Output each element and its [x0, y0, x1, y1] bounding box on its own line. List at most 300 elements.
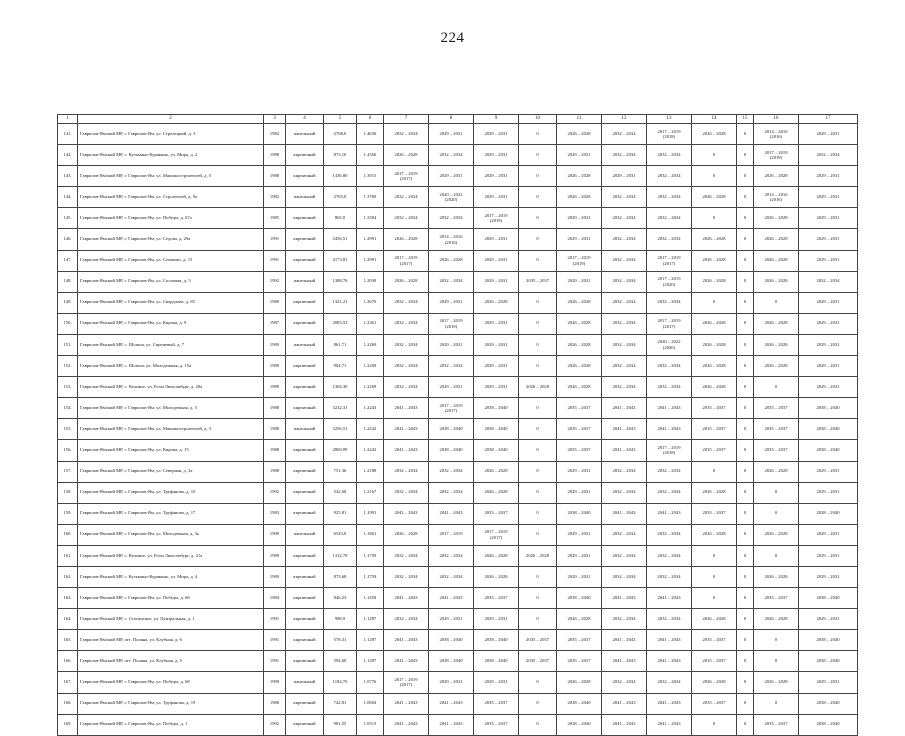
table-cell: 1.2361	[357, 313, 384, 334]
table-cell: 2026 – 2028	[754, 566, 799, 587]
table-cell: 2029 – 2031	[602, 166, 647, 187]
table-cell: 2026 – 2028	[754, 334, 799, 355]
table-cell: 2029 – 2031	[474, 672, 519, 693]
table-cell: 1991	[264, 250, 286, 271]
table-cell: 542,68	[324, 482, 357, 503]
table-cell: 0	[737, 672, 754, 693]
table-row	[58, 503, 858, 524]
table-cell: 0	[519, 461, 557, 482]
table-cell: 2768,0	[324, 124, 357, 145]
table-row	[58, 187, 858, 208]
table-cell: панельный	[286, 271, 324, 292]
table-cell: 0	[737, 693, 754, 714]
table-cell: 2029 – 2031	[557, 524, 602, 545]
table-cell: 1984	[264, 588, 286, 609]
table-cell: 2026 – 2028	[384, 524, 429, 545]
table-cell: 0	[692, 545, 737, 566]
table-cell: 2026 – 2028	[754, 229, 799, 250]
table-cell: 2041 – 2043	[384, 588, 429, 609]
table-row	[58, 588, 858, 609]
table-cell: 2026 – 2028	[557, 377, 602, 398]
table-cell: 4173,81	[324, 250, 357, 271]
table-cell: 2026 – 2028	[474, 566, 519, 587]
table-cell: 2029 – 2031	[474, 166, 519, 187]
table-cell: 2032 – 2034	[384, 356, 429, 377]
row-number-cell: 151.	[58, 334, 78, 355]
table-cell: 0	[737, 461, 754, 482]
table-cell: 2035 – 2037	[754, 588, 799, 609]
table-cell: 0	[754, 693, 799, 714]
table-cell: 0	[519, 693, 557, 714]
table-cell: 1982	[264, 187, 286, 208]
table-cell: 2041 – 2043	[647, 651, 692, 672]
table-cell: 2029 – 2031	[799, 482, 858, 503]
row-number-cell: 160.	[58, 524, 78, 545]
table-cell: 2026 – 2028	[557, 292, 602, 313]
table-cell: 0	[737, 250, 754, 271]
table-cell: кирпичный	[286, 292, 324, 313]
address-cell: Гаврилов-Ямский МР, г. Гаврилов-Ям, ул. Победы, д. 66	[78, 588, 264, 609]
table-cell: 2032 – 2034	[429, 566, 474, 587]
table-cell: 2029 – 2031	[557, 271, 602, 292]
table-cell: 2026 – 2028	[557, 124, 602, 145]
address-cell: Гаврилов-Ямский МР, пгт. Поляна, ул. Клубная, д. 6	[78, 630, 264, 651]
row-number-cell: 161.	[58, 545, 78, 566]
table-cell: 1.4356	[357, 145, 384, 166]
table-cell: 578,31	[324, 630, 357, 651]
table-cell: 1388,76	[324, 271, 357, 292]
table-cell: панельный	[286, 524, 324, 545]
table-row	[58, 166, 858, 187]
table-cell: 1989	[264, 566, 286, 587]
table-cell: 0	[519, 229, 557, 250]
column-number-header: 17	[799, 115, 858, 124]
table-cell: 0	[519, 313, 557, 334]
table-cell: 0	[754, 482, 799, 503]
address-cell: Гаврилов-Ямский МР, г. Гаврилов-Ям, ул. Молодежная, д. 3	[78, 398, 264, 419]
table-cell: 2029 – 2031	[557, 461, 602, 482]
table-cell: 2032 – 2034	[429, 271, 474, 292]
table-cell: 2032 – 2034	[647, 482, 692, 503]
table-cell: 0	[754, 651, 799, 672]
address-cell: Гаврилов-Ямский МР, г. Гаврилов-Ям, ул. Седова, д. 29а	[78, 229, 264, 250]
table-cell: 2029 – 2031	[557, 545, 602, 566]
table-cell: 0	[737, 187, 754, 208]
row-number-cell: 156.	[58, 440, 78, 461]
table-cell: 2026 – 2028	[692, 250, 737, 271]
address-cell: Гаврилов-Ямский МР, г. Гаврилов-Ям, ул. Труфанова, д. 10	[78, 482, 264, 503]
table-cell: 1992	[264, 482, 286, 503]
table-cell: 2038 – 2040	[799, 419, 858, 440]
column-number-header: 8	[429, 115, 474, 124]
table-cell: 2032 – 2034	[647, 461, 692, 482]
table-cell: 2041 – 2043	[647, 714, 692, 735]
table-cell: 2029 – 2031	[474, 609, 519, 630]
table-cell: 0	[519, 503, 557, 524]
table-cell: 2014 – 2016 (2016)	[754, 187, 799, 208]
column-number-header: 5	[324, 115, 357, 124]
address-cell: Гаврилов-Ямский МР, г. Гаврилов-Ям, ул. Молодежная, д. 3а	[78, 524, 264, 545]
table-cell: 2029 – 2031	[474, 334, 519, 355]
table-cell: 2026 – 2028	[692, 609, 737, 630]
table-cell: 2029 – 2031	[799, 545, 858, 566]
table-cell: 2035 – 2037	[692, 398, 737, 419]
table-cell: 1989	[264, 545, 286, 566]
table-cell: 0	[737, 630, 754, 651]
table-row	[58, 693, 858, 714]
table-cell: 2765,0	[324, 187, 357, 208]
address-cell: Гаврилов-Ямский МР, г. Гаврилов-Ям, ул. Семашко, д. 15	[78, 250, 264, 271]
table-cell: 1.2269	[357, 356, 384, 377]
row-number-cell: 165.	[58, 630, 78, 651]
table-cell: 2038 – 2040	[799, 503, 858, 524]
table-cell: кирпичный	[286, 630, 324, 651]
table-cell: 2041 – 2043	[647, 588, 692, 609]
table-cell: 2032 – 2034	[647, 672, 692, 693]
table-cell: 2026 – 2028	[692, 482, 737, 503]
table-cell: 2029 – 2031	[799, 334, 858, 355]
table-cell: 1.2242	[357, 440, 384, 461]
table-cell: 2041 – 2043	[429, 693, 474, 714]
table-cell: 2041 – 2043	[602, 714, 647, 735]
table-cell: 0	[754, 545, 799, 566]
table-cell: 2035 – 2037	[474, 503, 519, 524]
table-cell: 2026 – 2028	[557, 313, 602, 334]
row-number-cell: 168.	[58, 693, 78, 714]
row-number-cell: 162.	[58, 566, 78, 587]
table-cell: 1.3915	[357, 166, 384, 187]
table-cell: 2041 – 2043	[602, 693, 647, 714]
table-row	[58, 271, 858, 292]
table-cell: 2026 – 2028	[474, 482, 519, 503]
table-cell: 0	[692, 292, 737, 313]
table-cell: 1988	[264, 166, 286, 187]
table-cell: 2032 – 2034	[384, 187, 429, 208]
address-cell: Гаврилов-Ямский МР, г. Гаврилов-Ям, ул. Труфанова, д. 19	[78, 693, 264, 714]
table-cell: 2032 – 2034	[647, 609, 692, 630]
table-cell: кирпичный	[286, 356, 324, 377]
address-cell: Гаврилов-Ямский МР, г. Гаврилов-Ям, ул. Победы, д. 67а	[78, 208, 264, 229]
table-cell: 1.0776	[357, 672, 384, 693]
column-number-header: 7	[384, 115, 429, 124]
table-cell: 2032 – 2034	[602, 524, 647, 545]
table-row	[58, 419, 858, 440]
table-cell: 1980	[264, 292, 286, 313]
table-cell: 2026 – 2028	[754, 524, 799, 545]
table-cell: 2026 – 2028	[754, 250, 799, 271]
table-cell: 2035 – 2037	[754, 398, 799, 419]
table-cell: 2029 – 2031	[799, 566, 858, 587]
table-cell: 2026 – 2028	[557, 187, 602, 208]
table-cell: 873,68	[324, 566, 357, 587]
table-cell: 2032 – 2034	[602, 208, 647, 229]
address-cell: Гаврилов-Ямский МР, г. Гаврилов-Ям, ул. Кирова, д. 15	[78, 440, 264, 461]
table-cell: 2029 – 2031	[557, 229, 602, 250]
row-number-cell: 141.	[58, 124, 78, 145]
table-cell: 2032 – 2034	[384, 313, 429, 334]
row-number-cell: 147.	[58, 250, 78, 271]
table-cell: 594,60	[324, 651, 357, 672]
table-cell: 2017 – 2019 (2017)	[474, 524, 519, 545]
table-cell: 2035 – 2037	[754, 714, 799, 735]
table-cell: 2026 – 2028	[557, 334, 602, 355]
row-number-cell: 153.	[58, 377, 78, 398]
table-cell: 2041 – 2043	[647, 398, 692, 419]
row-number-cell: 144.	[58, 187, 78, 208]
table-cell: 2029 – 2031	[799, 609, 858, 630]
table-cell: 2029 – 2031	[799, 672, 858, 693]
table-cell: 0	[692, 461, 737, 482]
table-cell: 2032 – 2034	[384, 461, 429, 482]
table-cell: 2032 – 2034	[602, 566, 647, 587]
table-cell: 2032 – 2034	[429, 461, 474, 482]
table-cell: кирпичный	[286, 250, 324, 271]
column-number-header: 11	[557, 115, 602, 124]
table-cell: 0	[519, 482, 557, 503]
table-cell: 2026 – 2028	[692, 271, 737, 292]
row-number-cell: 166.	[58, 651, 78, 672]
table-cell: 0	[519, 356, 557, 377]
table-cell: 1.1759	[357, 566, 384, 587]
table-cell: 2029 – 2031	[799, 377, 858, 398]
page-number: 224	[440, 30, 465, 46]
address-cell: Гаврилов-Ямский МР, г. Гаврилов-Ям, ул. Труфанова, д. 17	[78, 503, 264, 524]
table-cell: 2032 – 2034	[429, 545, 474, 566]
table-cell: 2029 – 2031	[429, 292, 474, 313]
table-cell: 2041 – 2043	[602, 419, 647, 440]
table-cell: 0	[754, 377, 799, 398]
table-cell: 2029 – 2031	[474, 271, 519, 292]
table-cell: 2032 – 2034	[384, 208, 429, 229]
row-number-cell: 150.	[58, 313, 78, 334]
table-cell: 2029 – 2031	[474, 313, 519, 334]
table-cell: 1.2269	[357, 334, 384, 355]
table-cell: 0	[737, 208, 754, 229]
table-cell: 2041 – 2043	[647, 693, 692, 714]
table-cell: 0	[737, 588, 754, 609]
table-cell: 1.2991	[357, 229, 384, 250]
table-cell: 2038 – 2040	[557, 503, 602, 524]
column-number-header: 14	[692, 115, 737, 124]
table-cell: 865,0	[324, 208, 357, 229]
table-cell: 2035 – 2037	[692, 419, 737, 440]
address-cell: Гаврилов-Ямский МР, пгт. Поляна, ул. Клубная, д. 5	[78, 651, 264, 672]
table-cell: 2032 – 2034	[602, 250, 647, 271]
table-cell: 2032 – 2034	[602, 482, 647, 503]
table-cell: 1.1287	[357, 609, 384, 630]
table-cell: 2026 – 2028	[692, 356, 737, 377]
table-cell: 0	[737, 229, 754, 250]
table-row	[58, 377, 858, 398]
table-cell: 0	[737, 292, 754, 313]
table-cell: 2032 – 2034	[647, 545, 692, 566]
table-cell: 2038 – 2040	[799, 398, 858, 419]
table-cell: 2026 – 2028	[519, 545, 557, 566]
table-cell: 2029 – 2031	[557, 566, 602, 587]
table-cell: 2026 – 2028	[519, 377, 557, 398]
table-cell: 1.4630	[357, 124, 384, 145]
table-cell: 2029 – 2031	[557, 145, 602, 166]
row-number-cell: 169.	[58, 714, 78, 735]
table-cell: 0	[519, 714, 557, 735]
address-cell: Гаврилов-Ямский МР, с. Великое, ул. Розы Люксембург, д. 20а	[78, 377, 264, 398]
table-cell: 2041 – 2043	[602, 651, 647, 672]
table-cell: панельный	[286, 187, 324, 208]
table-cell: 0	[754, 630, 799, 651]
table-cell: 2032 – 2034	[647, 524, 692, 545]
table-cell: кирпичный	[286, 440, 324, 461]
table-cell: 1.0604	[357, 693, 384, 714]
table-cell: 2041 – 2043	[647, 503, 692, 524]
table-cell: 2032 – 2034	[647, 292, 692, 313]
table-cell: 2026 – 2028	[474, 292, 519, 313]
table-cell: 2017 – 2019 (2018)	[647, 124, 692, 145]
table-cell: 1991	[264, 229, 286, 250]
table-cell: 2041 – 2043	[429, 714, 474, 735]
table-cell: 2035 – 2037	[692, 630, 737, 651]
table-cell: 2029 – 2031	[799, 461, 858, 482]
table-cell: 2029 – 2031	[799, 229, 858, 250]
table-cell: 2029 – 2031	[429, 377, 474, 398]
table-cell: 2456,51	[324, 229, 357, 250]
table-cell: 0	[737, 356, 754, 377]
table-cell: 0	[519, 588, 557, 609]
table-row	[58, 461, 858, 482]
table-cell: 2026 – 2028	[754, 356, 799, 377]
table-cell: 1987	[264, 313, 286, 334]
table-cell: 2017 – 2019 (2017)	[429, 398, 474, 419]
table-cell: 2026 – 2028	[692, 334, 737, 355]
table-cell: 2041 – 2043	[602, 630, 647, 651]
column-number-header: 4	[286, 115, 324, 124]
table-cell: кирпичный	[286, 208, 324, 229]
table-cell: 2032 – 2034	[384, 377, 429, 398]
table-cell: 2041 – 2043	[602, 503, 647, 524]
table-cell: 0	[737, 271, 754, 292]
table-cell: 0	[737, 440, 754, 461]
table-cell: 2032 – 2034	[799, 271, 858, 292]
table-cell: 2038 – 2040	[474, 651, 519, 672]
table-cell: 0	[692, 588, 737, 609]
table-cell: 1321,21	[324, 292, 357, 313]
table-cell: 0	[519, 672, 557, 693]
table-cell: 0	[519, 566, 557, 587]
table-cell: 2032 – 2034	[602, 356, 647, 377]
table-cell: 2041 – 2043	[384, 651, 429, 672]
table-cell: 0	[737, 482, 754, 503]
table-cell: кирпичный	[286, 145, 324, 166]
row-number-cell: 143.	[58, 166, 78, 187]
table-cell: 2026 – 2028	[692, 313, 737, 334]
table-cell: 1.2938	[357, 271, 384, 292]
table-cell: 861,71	[324, 334, 357, 355]
table-cell: 0	[737, 334, 754, 355]
table-row	[58, 124, 858, 145]
table-cell: 0	[737, 398, 754, 419]
table-cell: 2032 – 2034	[647, 229, 692, 250]
table-row	[58, 672, 858, 693]
table-cell: 2041 – 2043	[384, 714, 429, 735]
table-cell: 2035 – 2037	[557, 630, 602, 651]
column-number-header: 13	[647, 115, 692, 124]
table-cell: 2038 – 2040	[799, 693, 858, 714]
table-cell: 2035 – 2037	[754, 440, 799, 461]
table-cell: 2029 – 2031	[429, 334, 474, 355]
table-cell: 2038 – 2040	[557, 588, 602, 609]
table-cell: 2032 – 2034	[429, 482, 474, 503]
table-cell: кирпичный	[286, 229, 324, 250]
table-cell: 2038 – 2040	[799, 440, 858, 461]
table-cell: 2032 – 2034	[429, 356, 474, 377]
table-cell: 1.1458	[357, 588, 384, 609]
table-cell: 2029 – 2031	[474, 356, 519, 377]
row-number-cell: 164.	[58, 609, 78, 630]
table-cell: 0	[754, 503, 799, 524]
table-cell: 2032 – 2034	[384, 566, 429, 587]
table-cell: 2869,89	[324, 440, 357, 461]
table-row	[58, 440, 858, 461]
table-cell: 1989	[264, 377, 286, 398]
table-cell: 1991	[264, 609, 286, 630]
row-number-cell: 159.	[58, 503, 78, 524]
column-number-header: 3	[264, 115, 286, 124]
table-cell: 1992	[264, 714, 286, 735]
table-cell: 0	[519, 440, 557, 461]
row-number-cell: 158.	[58, 482, 78, 503]
table-row	[58, 482, 858, 503]
table-cell: кирпичный	[286, 588, 324, 609]
table-cell: 2035 – 2037	[519, 651, 557, 672]
table-cell: 2029 – 2031	[429, 166, 474, 187]
table-cell: 2032 – 2034	[602, 229, 647, 250]
table-cell: 0	[692, 166, 737, 187]
table-cell: 2035 – 2037	[557, 651, 602, 672]
table-cell: 2038 – 2040	[557, 693, 602, 714]
address-cell: Гаврилов-Ямский МР, с. Кузьмино-Курякино, ул. Мира, д. 4	[78, 566, 264, 587]
table-cell: 0	[737, 524, 754, 545]
table-cell: кирпичный	[286, 313, 324, 334]
table-cell: 742,81	[324, 693, 357, 714]
table-cell: 2038 – 2040	[474, 398, 519, 419]
table-cell: 2038 – 2040	[799, 630, 858, 651]
table-cell: 0	[737, 651, 754, 672]
table-cell: 2026 – 2028	[754, 461, 799, 482]
table-cell: кирпичный	[286, 482, 324, 503]
table-cell: 2032 – 2034	[384, 609, 429, 630]
table-cell: 1988	[264, 419, 286, 440]
table-cell: панельный	[286, 124, 324, 145]
table-cell: 2026 – 2028	[557, 672, 602, 693]
table-cell: 0	[692, 145, 737, 166]
table-cell: 2026 – 2028	[754, 672, 799, 693]
table-cell: панельный	[286, 334, 324, 355]
table-cell: 1990	[264, 524, 286, 545]
table-cell: 1.1287	[357, 630, 384, 651]
table-cell: 2029 – 2031	[429, 609, 474, 630]
table-cell: 2032 – 2034	[602, 313, 647, 334]
table-cell: 1.0513	[357, 714, 384, 735]
table-cell: 1989	[264, 334, 286, 355]
table-cell: 1991	[264, 651, 286, 672]
table-cell: 2032 – 2034	[647, 187, 692, 208]
table-cell: 0	[737, 566, 754, 587]
table-row	[58, 545, 858, 566]
table-cell: кирпичный	[286, 651, 324, 672]
table-cell: кирпичный	[286, 714, 324, 735]
address-cell: Гаврилов-Ямский МР, г. Гаврилов-Ям, ул. Машиностроителей, д. 5	[78, 166, 264, 187]
address-cell: Гаврилов-Ямский МР, г. Гаврилов-Ям, ул. Кирова, д. 9	[78, 313, 264, 334]
table-cell: 2035 – 2037	[692, 440, 737, 461]
